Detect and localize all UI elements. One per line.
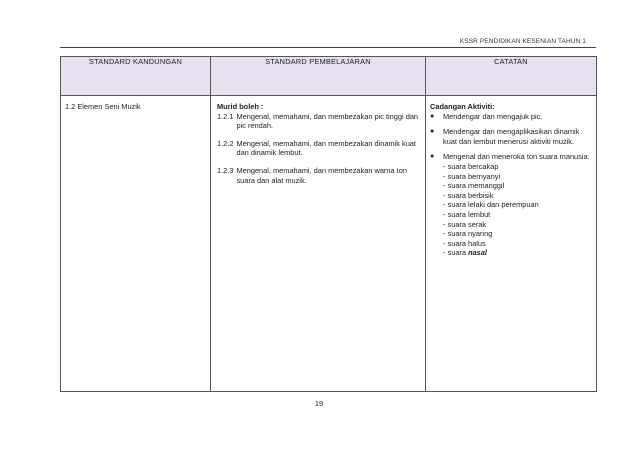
header-catatan: CATATAN [426,57,597,96]
learning-standard-item [217,139,421,158]
voice-type-item: - suara nyaring [443,229,493,239]
activity-text: Mendengar dan mengajuk pic. [443,111,543,121]
content-standard-cell [61,96,211,392]
curriculum-table [60,56,597,392]
voice-type-item: - suara lelaki dan perempuan [443,200,539,210]
voice-type-item: - suara lembut [443,209,491,219]
list-item [430,152,592,258]
header-rule [60,47,596,48]
activity-text: Mengenal dan meneroka ton suara manusia: [443,152,590,162]
content-standard: 1.2 Elemen Seni Muzik [65,102,141,111]
learning-standard-text: Mengenal, memahami, dan membezakan pic tinggi dan pic rendah. [236,111,419,131]
voice-type-item: - suara memanggil [443,181,505,191]
voice-type-item: - suara halus [443,238,486,248]
bullet-dot-icon: ● [430,112,435,120]
voice-type-item: - suara bernyanyi [443,171,501,181]
header-standard-pembelajaran: STANDARD PEMBELAJARAN [211,57,426,96]
activity-text: Mendengar dan mengaplikasikan dinamik kuat dan lembut menerusi aktiviti muzik. [443,127,580,146]
learning-standard-item [217,112,421,131]
learning-intro: Murid boleh : [217,102,264,111]
voice-type-item: - suara serak [443,219,487,229]
learning-standard-text: Mengenal, memahami, dan membezakan dinamik kuat dan dinamik lembut. [236,138,416,158]
learning-standard-item [217,166,421,185]
voice-type-item: - suara bercakap [443,161,499,171]
learning-standard-number: 1.2.3 [217,165,234,175]
learning-standard-text: Mengenal, memahami, dan membezakan warna ton suara dan alat muzik. [236,165,407,185]
voice-type-item: - suara berbisik [443,190,494,200]
table-row [61,96,597,392]
list-item [430,127,592,146]
page-number: 19 [314,399,324,408]
bullet-dot-icon: ● [430,128,435,136]
list-item [430,112,592,122]
voice-type-emphasis: nasal [468,248,487,258]
notes-cell [426,96,597,392]
running-header: KSSR PENDIDIKAN KESENIAN TAHUN 1 [459,38,586,45]
voice-type-prefix: - suara [443,248,469,258]
voice-type-list [443,162,592,258]
learning-standard-number: 1.2.1 [217,111,234,121]
learning-standard-number: 1.2.2 [217,138,234,148]
notes-title: Cadangan Aktiviti: [430,102,495,111]
activity-list [430,112,592,258]
learning-standard-cell [211,96,426,392]
voice-type-item [443,248,592,258]
header-standard-kandungan: STANDARD KANDUNGAN [61,57,211,96]
table-header-row [61,57,597,96]
bullet-dot-icon: ● [430,153,435,161]
